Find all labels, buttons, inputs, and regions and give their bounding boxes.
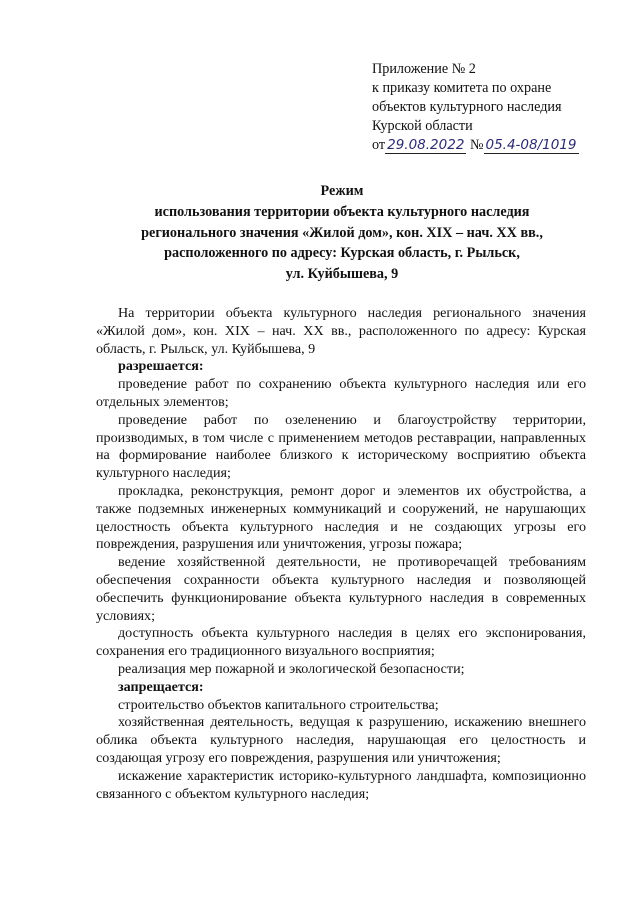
appendix-committee-line: объектов культурного наследия xyxy=(372,99,562,115)
appendix-block xyxy=(372,60,622,155)
allowed-item: доступность объекта культурного наследия в целях его экспонирования, сохранения его традиционного визуального восприятия; xyxy=(96,625,586,660)
title-line: регионального значения «Жилой дом», кон. XIX – нач. XX вв., xyxy=(141,224,543,241)
forbidden-item: строительство объектов капитального строительства; xyxy=(118,696,439,713)
allowed-item: прокладка, реконструкция, ремонт дорог и элементов их обустройства, а также подземных инженерных коммуникаций и сооружений, не нарушающих целостность объекта культурного наследия и не создающих угрозы его повреждения, разрушения или уничтожения, угрозы пожара; xyxy=(96,482,586,553)
handwritten-date: 29.08.2022 xyxy=(387,137,465,153)
allowed-item: проведение работ по озеленению и благоустройству территории, производимых, в том числе с применением методов реставрации, направленных на формирование наиболее близкого к историческому восприятию объекта культурного наследия; xyxy=(96,411,586,482)
appendix-date-number-line xyxy=(372,136,622,155)
title-line: использования территории объекта культурного наследия xyxy=(154,203,530,220)
title-line: ул. Куйбышева, 9 xyxy=(285,266,399,283)
forbidden-item: хозяйственная деятельность, ведущая к разрушению, искажению внешнего облика объекта культурного наследия, нарушающая его целостность и создающая угрозу его повреждения, разрушения или уничтожения; xyxy=(96,714,586,766)
allowed-item: реализация мер пожарной и экологической безопасности; xyxy=(118,660,465,677)
appendix-region-line: Курской области xyxy=(372,118,473,134)
forbidden-heading: запрещается: xyxy=(118,678,204,695)
document-title xyxy=(88,181,596,285)
allowed-item: ведение хозяйственной деятельности, не противоречащей требованиям обеспечения сохранности объекта культурного наследия и позволяющей обеспечить функционирование объекта культурного наследия в современных условиях; xyxy=(96,554,586,624)
appendix-order-line: к приказу комитета по охране xyxy=(372,80,552,96)
document-body xyxy=(96,305,586,803)
forbidden-item: искажение характеристик историко-культурного ландшафта, композиционно связанного с объектом культурного наследия; xyxy=(96,767,586,802)
allowed-heading: разрешается: xyxy=(118,358,204,375)
appendix-number: Приложение № 2 xyxy=(372,61,476,77)
title-line: Режим xyxy=(320,183,364,199)
date-prefix: от xyxy=(372,137,386,153)
title-line: расположенного по адресу: Курская область, г. Рыльск, xyxy=(164,245,520,262)
handwritten-order-number: 05.4-08/1019 xyxy=(485,137,577,153)
number-sign: № xyxy=(469,137,484,153)
intro-paragraph: На территории объекта культурного наследия регионального значения «Жилой дом», кон. XIX – нач. XX вв., расположенного по адресу: Курская область, г. Рыльск, ул. Куйбышева, 9 xyxy=(96,305,586,357)
allowed-item: проведение работ по сохранению объекта культурного наследия или его отдельных элементов; xyxy=(96,376,586,410)
